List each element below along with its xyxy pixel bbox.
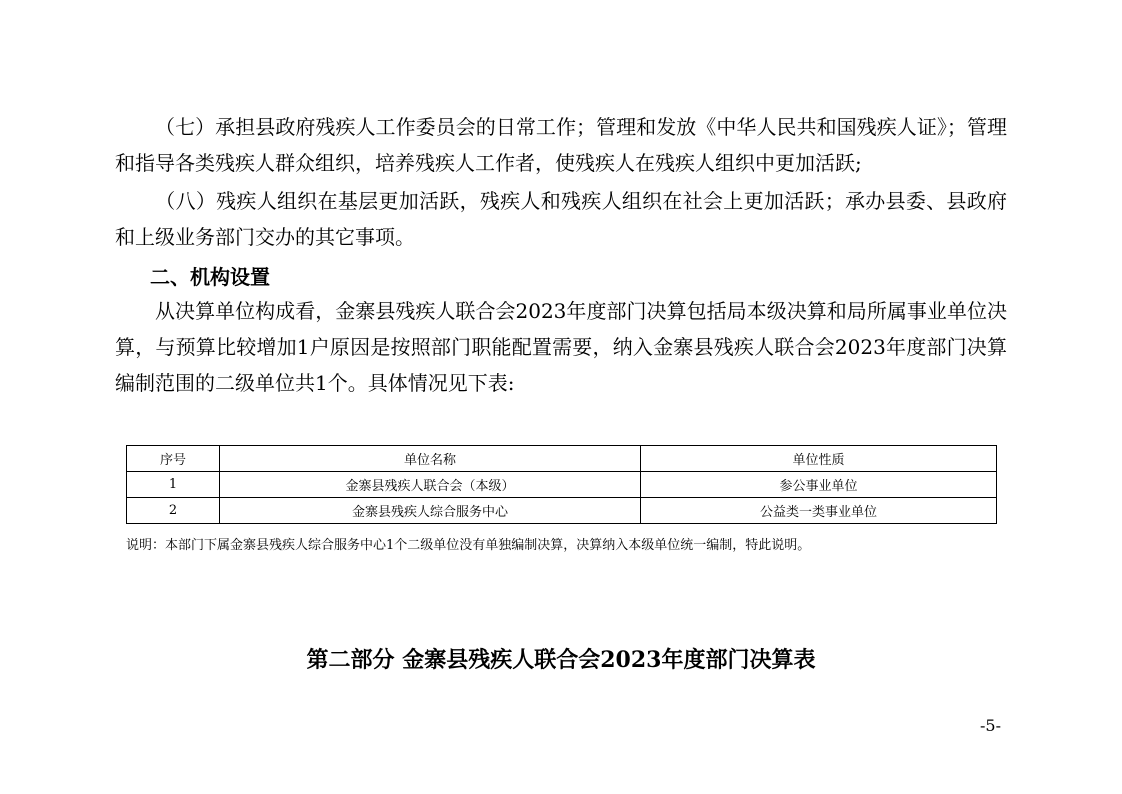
cell-serial: 2	[127, 498, 220, 524]
table-row	[127, 498, 997, 524]
paragraph-item-7-text: （七）承担县政府残疾人工作委员会的日常工作；管理和发放《中华人民共和国残疾人证》；管理和指导各类残疾人群众组织，培养残疾人工作者，使残疾人在残疾人组织中更加活跃;	[115, 115, 1007, 175]
units-table	[126, 445, 997, 524]
cell-unit-name: 金寨县残疾人综合服务中心	[220, 498, 641, 524]
part-title: 第二部分 金寨县残疾人联合会2023年度部门决算表	[306, 647, 816, 673]
paragraph-structure	[115, 293, 1007, 401]
header-unit-name: 单位名称	[220, 446, 641, 472]
cell-unit-nature: 公益类一类事业单位	[641, 498, 997, 524]
table-note: 说明：本部门下属金寨县残疾人综合服务中心1个二级单位没有单独编制决算，决算纳入本级单位统一编制，特此说明。	[126, 538, 811, 553]
cell-unit-nature: 参公事业单位	[641, 472, 997, 498]
paragraph-item-7	[115, 109, 1007, 181]
paragraph-item-8-text: （八）残疾人组织在基层更加活跃，残疾人和残疾人组织在社会上更加活跃；承办县委、县政府和上级业务部门交办的其它事项。	[115, 189, 1007, 249]
cell-serial: 1	[127, 472, 220, 498]
section-heading: 二、机构设置	[150, 265, 270, 289]
cell-unit-name: 金寨县残疾人联合会（本级）	[220, 472, 641, 498]
table-header-row	[127, 446, 997, 472]
paragraph-structure-text: 从决算单位构成看，金寨县残疾人联合会2023年度部门决算包括局本级决算和局所属事业单位决算，与预算比较增加1户原因是按照部门职能配置需要，纳入金寨县残疾人联合会2023年度部门决算编制范围的二级单位共1个。具体情况见下表:	[115, 299, 1007, 395]
table-row	[127, 472, 997, 498]
header-serial: 序号	[127, 446, 220, 472]
header-unit-nature: 单位性质	[641, 446, 997, 472]
paragraph-item-8	[115, 183, 1007, 255]
page-number: -5-	[980, 716, 1001, 735]
